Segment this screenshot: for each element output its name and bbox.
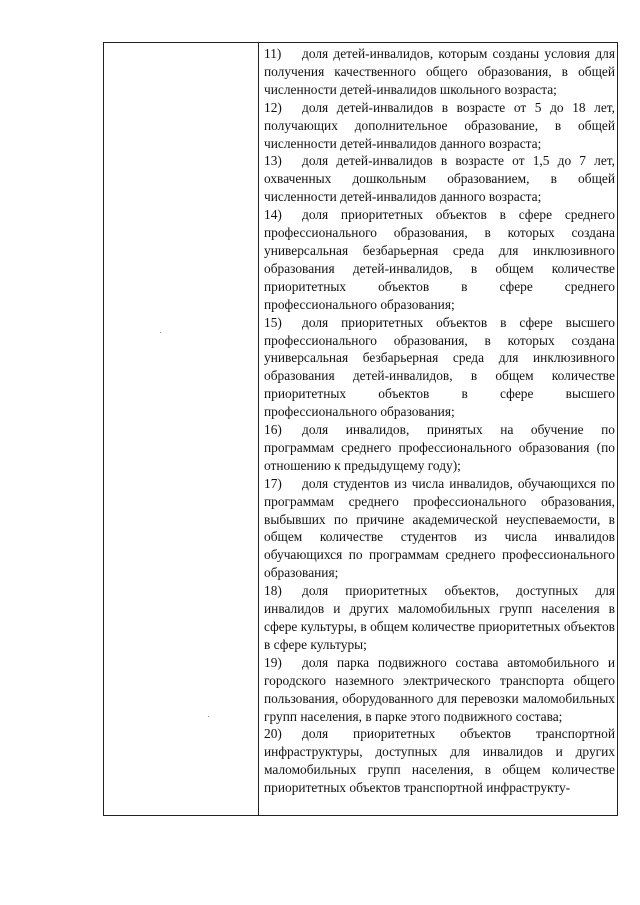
item-number: 11) (264, 46, 282, 61)
list-item (264, 421, 615, 475)
list-item (264, 314, 615, 421)
item-text: доля инвалидов, принятых на обучение по программам среднего профессионального образования (по отношению к предыдущему году); (264, 422, 615, 473)
list-item (264, 206, 615, 313)
item-number: 18) (264, 583, 282, 599)
list-item (264, 654, 615, 726)
item-number: 12) (264, 99, 282, 115)
list-item (264, 99, 615, 153)
item-number: 15) (264, 314, 282, 330)
scan-speck (160, 332, 161, 333)
item-text: доля приоритетных объектов в сфере среднего профессионального образования, в которых создана универсальная безбарьерная среда для инклюзивного образования детей-инвалидов, в общем количестве приоритетных объектов в сфере среднего профессионального образования; (264, 207, 615, 312)
item-number: 13) (264, 153, 282, 169)
item-text: доля приоритетных объектов, доступных для инвалидов и других маломобильных групп населения в сфере культуры, в общем количестве приоритетных объектов в сфере культуры; (264, 583, 615, 652)
item-number: 20) (264, 726, 282, 742)
list-item (264, 582, 615, 654)
list-item (264, 725, 615, 797)
item-text: доля приоритетных объектов в сфере высшего профессионального образования, в которых создана универсальная безбарьерная среда для инклюзивного образования детей-инвалидов, в общем количестве приоритетных объектов в сфере высшего профессионального образования; (264, 314, 615, 420)
item-number: 16) (264, 422, 282, 438)
item-text: доля парка подвижного состава автомобильного и городского наземного электрического транспорта общего пользования, оборудованного для перевозки маломобильных групп населения, в парке этого подвижного состава; (264, 654, 615, 724)
list-item (264, 475, 615, 582)
list-item (264, 152, 615, 206)
item-text: доля детей-инвалидов в возрасте от 5 до 18 лет, получающих дополнительное образование, в общей численности детей-инвалидов данного возраста; (264, 99, 615, 151)
item-text: доля детей-инвалидов, которым созданы условия для получения качественного общего образования, в общей численности детей-инвалидов школьного возраста; (264, 46, 615, 97)
item-text: доля студентов из числа инвалидов, обучающихся по программам среднего профессионального образования, выбывших по причине академической неуспеваемости, в общем количестве студентов из числа инвалидов обучающихся по программам среднего профессионального образования; (264, 475, 615, 581)
item-number: 17) (264, 475, 282, 491)
item-text: доля приоритетных объектов транспортной инфраструктуры, доступных для инвалидов и других маломобильных групп населения, в общем количестве приоритетных объектов транспортной инфраструкту- (264, 726, 615, 796)
table-right-column (259, 43, 617, 815)
document-table (103, 42, 618, 816)
list-item (264, 45, 615, 99)
item-number: 14) (264, 207, 282, 223)
scan-speck (208, 716, 209, 717)
item-text: доля детей-инвалидов в возрасте от 1,5 до 7 лет, охваченных дошкольным образованием, в общей численности детей-инвалидов данного возраста; (264, 153, 615, 205)
table-left-column (104, 43, 259, 815)
item-number: 19) (264, 654, 282, 670)
